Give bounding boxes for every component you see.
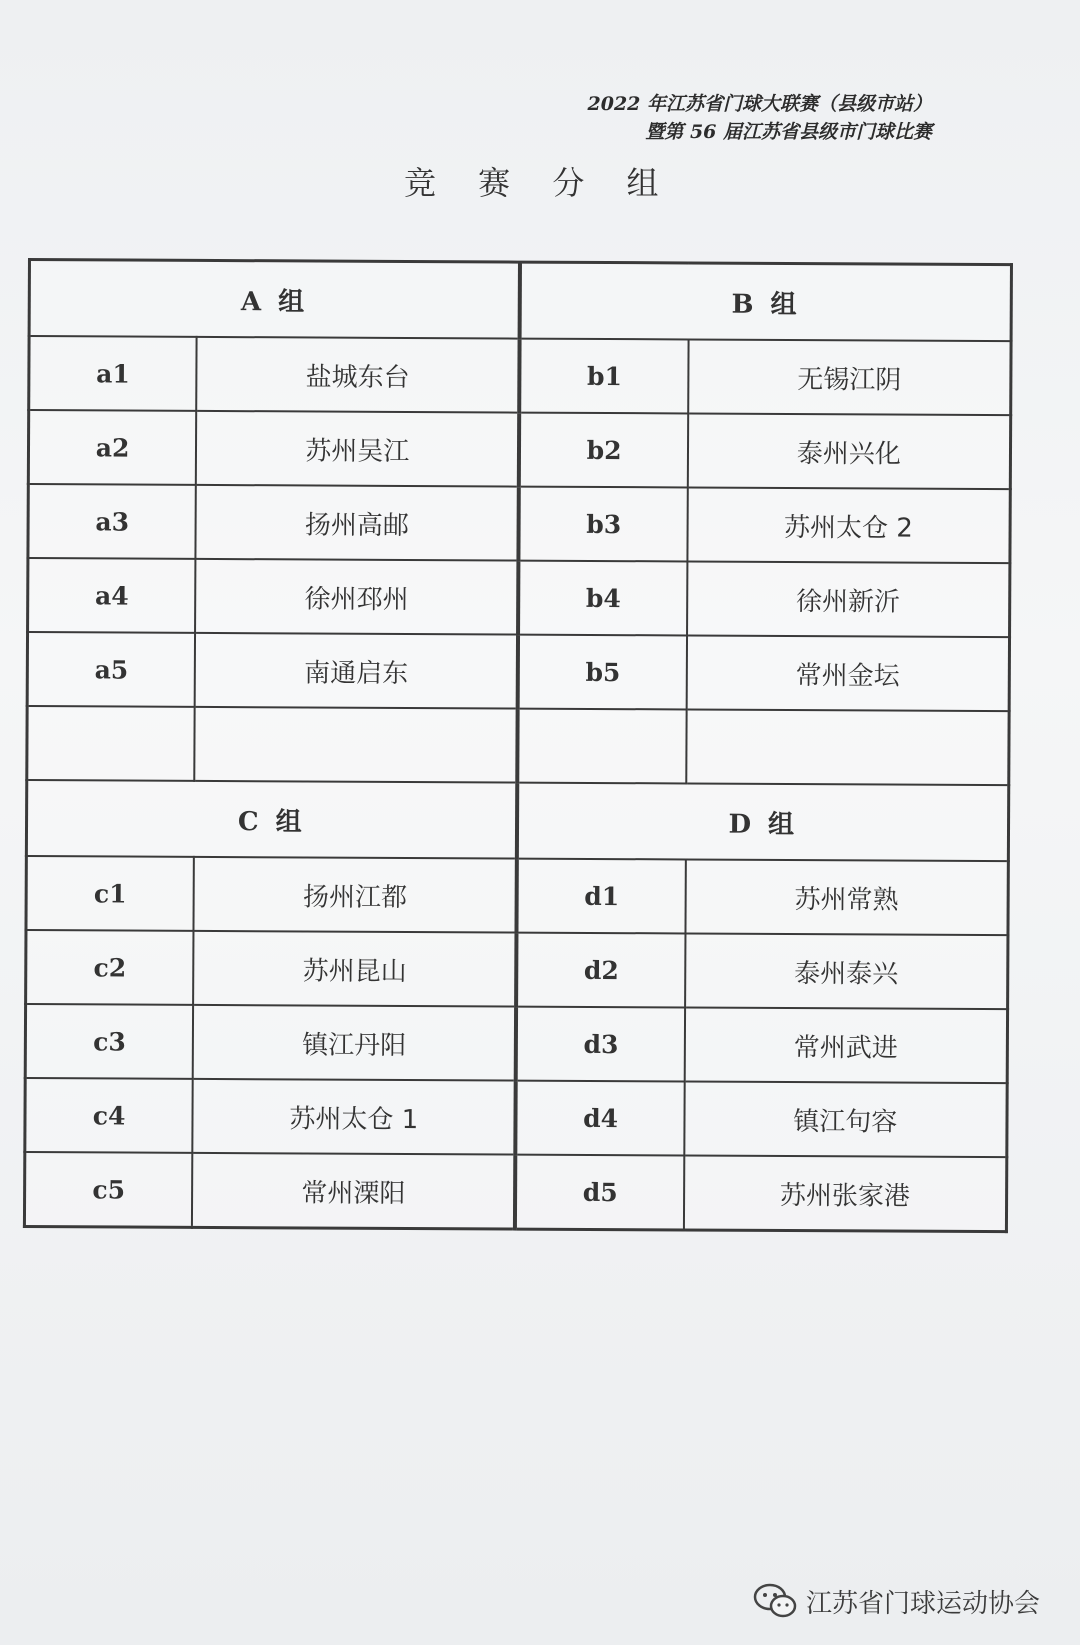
empty-row [27,706,1009,785]
table-row [25,1078,1007,1157]
team-name: 苏州太仓 2 [687,487,1010,563]
group-c-header: C 组 [26,780,517,859]
table-row [25,1004,1007,1083]
team-name: 苏州太仓 1 [193,1079,517,1155]
team-code: b5 [518,635,687,710]
team-code: b4 [519,561,688,636]
group-header-row-cd [26,780,1008,861]
team-name: 泰州泰兴 [685,933,1008,1009]
header-line-2: 暨第 56 届江苏省县级市门球比赛 [645,121,932,143]
team-code: c5 [24,1152,192,1227]
team-name: 苏州吴江 [196,411,520,487]
team-name: 镇江丹阳 [193,1005,517,1081]
team-code: d3 [516,1007,685,1082]
team-code: c1 [26,856,194,931]
watermark-text: 江苏省门球运动协会 [805,1588,1040,1619]
group-a-header: A 组 [29,260,520,339]
table-row [28,484,1010,563]
team-code: a5 [27,632,195,707]
team-code: b2 [519,413,688,488]
wechat-icon [752,1582,798,1620]
team-code: b3 [519,487,688,562]
empty-cell [27,706,195,781]
team-name: 徐州新沂 [687,561,1010,637]
team-code: a2 [28,410,196,485]
team-name: 常州金坛 [686,635,1009,711]
team-name: 徐州邳州 [195,559,519,635]
team-code: c2 [26,930,194,1005]
group-d-header: D 组 [517,783,1008,862]
table-row [29,336,1011,415]
team-name: 泰州兴化 [688,413,1011,489]
team-name: 扬州高邮 [196,485,520,561]
empty-cell [686,709,1009,785]
team-code: b1 [520,339,689,414]
table-row [27,632,1009,711]
team-code: c3 [25,1004,193,1079]
page-title: 竞 赛 分 组 [404,164,675,202]
team-code: a1 [29,336,197,411]
team-name: 盐城东台 [196,337,520,413]
team-name: 常州武进 [684,1007,1007,1083]
empty-cell [518,709,687,784]
team-code: a4 [28,558,196,633]
empty-cell [194,707,518,783]
team-code: d5 [515,1155,684,1230]
team-code: d2 [517,933,686,1008]
wechat-watermark [752,1582,1040,1620]
team-name: 镇江句容 [684,1081,1007,1157]
header-line-1: 2022 年江苏省门球大联赛（县级市站） [587,93,932,115]
group-b-header: B 组 [520,262,1011,341]
team-code: d4 [516,1081,685,1156]
table-row [26,856,1008,935]
table-row [28,410,1010,489]
team-name: 无锡江阴 [688,339,1011,415]
team-name: 苏州昆山 [193,931,517,1007]
team-code: d1 [517,859,686,934]
team-name: 常州溧阳 [192,1153,516,1229]
table-row [28,558,1010,637]
team-name: 南通启东 [195,633,519,709]
team-code: a3 [28,484,196,559]
team-code: c4 [25,1078,193,1153]
team-name: 扬州江都 [194,857,518,933]
table-row [26,930,1008,1009]
groups-table [23,258,1013,1233]
document-header [588,90,933,146]
team-name: 苏州常熟 [685,859,1008,935]
team-name: 苏州张家港 [684,1155,1007,1231]
table-row [24,1152,1006,1232]
group-header-row-ab [29,260,1011,342]
